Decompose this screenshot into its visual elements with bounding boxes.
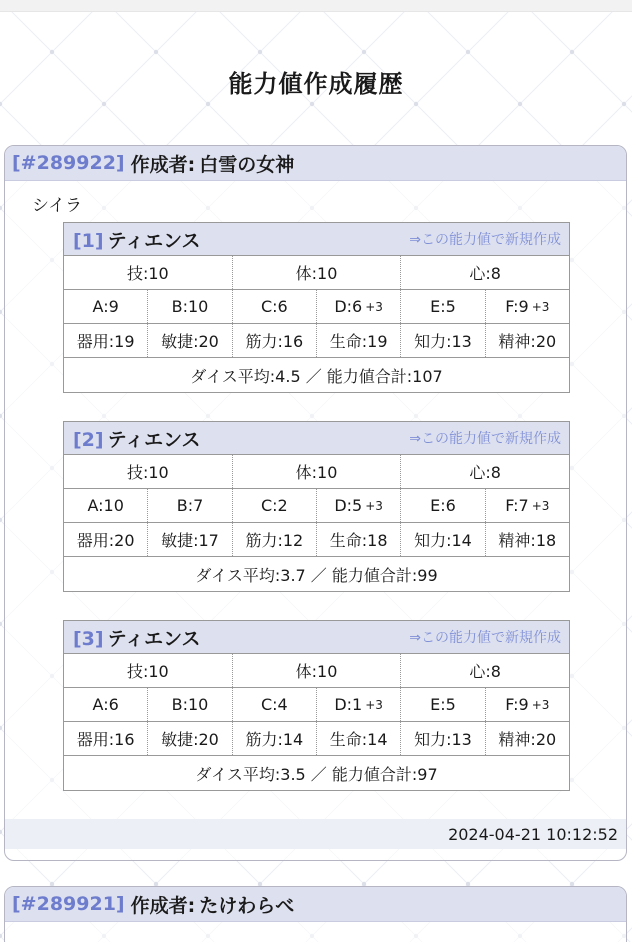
base-stat-cell: 体:10 [233, 654, 402, 687]
ability-cell: 器用:19 [64, 324, 148, 357]
summary-row [64, 358, 569, 392]
author-name: たけわらべ [199, 894, 295, 917]
ability-cell: 器用:20 [64, 523, 148, 556]
dice-value: B:7 [176, 496, 204, 515]
dice-cell [486, 688, 569, 721]
ability-cell: 精神:18 [498, 531, 557, 550]
author-label: 作成者: [130, 153, 196, 176]
dice-value: D:5 [334, 496, 363, 515]
ability-row [64, 324, 569, 358]
dice-cell [401, 290, 485, 323]
ability-cell: 筋力:12 [233, 523, 317, 556]
dice-value: D:6 [334, 297, 363, 316]
dice-value: F:9 [505, 695, 529, 714]
dice-value: E:5 [430, 695, 456, 714]
dice-bonus: +3 [531, 299, 550, 314]
dice-cell [64, 688, 148, 721]
ability-row [64, 722, 569, 756]
create-new-link[interactable]: ⇒この能力値で新規作成 [409, 232, 561, 248]
ability-row [64, 523, 569, 557]
base-stats-row [64, 654, 569, 688]
dice-bonus: +3 [531, 697, 550, 712]
ability-cell: 筋力:16 [233, 324, 317, 357]
dice-cell [64, 290, 148, 323]
entry-number: [3] [73, 627, 104, 650]
dice-cell [401, 489, 485, 522]
create-new-link[interactable]: ⇒この能力値で新規作成 [409, 630, 561, 646]
ability-entry [63, 222, 570, 393]
dice-cell [233, 489, 317, 522]
dice-cell [148, 688, 232, 721]
base-stat-cell: 体:10 [233, 256, 402, 289]
summary-cell: ダイス平均:4.5 ／ 能力値合計:107 [190, 366, 443, 386]
race-name: ティエンス [107, 428, 201, 451]
dice-cell [148, 489, 232, 522]
ability-cell: 生命:18 [317, 523, 401, 556]
dice-cell [317, 290, 401, 323]
base-stat-cell: 技:10 [64, 455, 233, 488]
ability-entry [63, 421, 570, 592]
ability-cell: 器用:16 [64, 722, 148, 755]
record-id-link[interactable]: [#289922] [12, 152, 125, 174]
dice-value: F:7 [505, 496, 529, 515]
timestamp: 2024-04-21 10:12:52 [448, 824, 618, 844]
dice-row [64, 489, 569, 523]
ability-cell: 筋力:14 [233, 722, 317, 755]
dice-bonus: +3 [365, 299, 383, 314]
author-label: 作成者: [130, 894, 196, 917]
base-stats-row [64, 455, 569, 489]
dice-cell [64, 489, 148, 522]
ability-cell: 生命:19 [317, 324, 401, 357]
top-strip [0, 0, 632, 12]
create-new-link[interactable]: ⇒この能力値で新規作成 [409, 431, 561, 447]
entry-title [73, 425, 201, 452]
base-stat-cell: 心:8 [469, 662, 501, 681]
history-record [4, 886, 627, 942]
ability-cell: 精神:20 [498, 332, 557, 351]
summary-cell: ダイス平均:3.7 ／ 能力値合計:99 [195, 565, 438, 585]
ability-cell: 精神:20 [498, 730, 557, 749]
ability-cell: 知力:13 [401, 722, 485, 755]
entry-number: [2] [73, 428, 104, 451]
record-footer [5, 819, 626, 849]
dice-cell [317, 688, 401, 721]
record-id-link[interactable]: [#289921] [12, 893, 125, 915]
dice-value: C:2 [260, 496, 288, 515]
dice-value: A:6 [92, 695, 119, 714]
base-stat-cell: 心:8 [469, 264, 501, 283]
entry-header [64, 223, 569, 256]
record-header [5, 887, 626, 922]
entry-number: [1] [73, 229, 104, 252]
dice-row [64, 688, 569, 722]
entry-title [73, 226, 201, 253]
summary-cell: ダイス平均:3.5 ／ 能力値合計:97 [195, 764, 438, 784]
base-stat-cell: 心:8 [469, 463, 501, 482]
base-stat-cell: 技:10 [64, 256, 233, 289]
dice-row [64, 290, 569, 324]
ability-entry [63, 620, 570, 791]
race-name: ティエンス [107, 627, 201, 650]
dice-value: C:6 [260, 297, 288, 316]
dice-bonus: +3 [531, 498, 550, 513]
dice-value: A:9 [92, 297, 119, 316]
dice-bonus: +3 [365, 697, 383, 712]
dice-value: E:6 [430, 496, 456, 515]
summary-row [64, 557, 569, 591]
dice-cell [148, 290, 232, 323]
entry-header [64, 422, 569, 455]
dice-value: B:10 [171, 695, 209, 714]
page-title: 能力値作成履歴 [228, 70, 404, 98]
record-header [5, 146, 626, 181]
ability-cell: 敏捷:20 [148, 722, 232, 755]
history-record [4, 145, 627, 861]
entry-header [64, 621, 569, 654]
dice-value: D:1 [334, 695, 363, 714]
dice-value: F:9 [505, 297, 529, 316]
summary-row [64, 756, 569, 790]
dice-value: B:10 [171, 297, 209, 316]
dice-cell [317, 489, 401, 522]
dice-bonus: +3 [365, 498, 383, 513]
race-name: ティエンス [107, 229, 201, 252]
base-stats-row [64, 256, 569, 290]
dice-value: C:4 [260, 695, 288, 714]
ability-cell: 敏捷:17 [148, 523, 232, 556]
dice-cell [233, 290, 317, 323]
base-stat-cell: 技:10 [64, 654, 233, 687]
entry-title [73, 624, 201, 651]
ability-cell: 敏捷:20 [148, 324, 232, 357]
ability-cell: 知力:14 [401, 523, 485, 556]
dice-cell [486, 290, 569, 323]
dice-value: A:10 [87, 496, 124, 515]
ability-cell: 知力:13 [401, 324, 485, 357]
dice-value: E:5 [430, 297, 456, 316]
dice-cell [401, 688, 485, 721]
dice-cell [486, 489, 569, 522]
entry-list [5, 222, 626, 791]
ability-cell: 生命:14 [317, 722, 401, 755]
character-name: シイラ [32, 196, 83, 216]
author-name: 白雪の女神 [199, 153, 295, 176]
dice-cell [233, 688, 317, 721]
base-stat-cell: 体:10 [233, 455, 402, 488]
